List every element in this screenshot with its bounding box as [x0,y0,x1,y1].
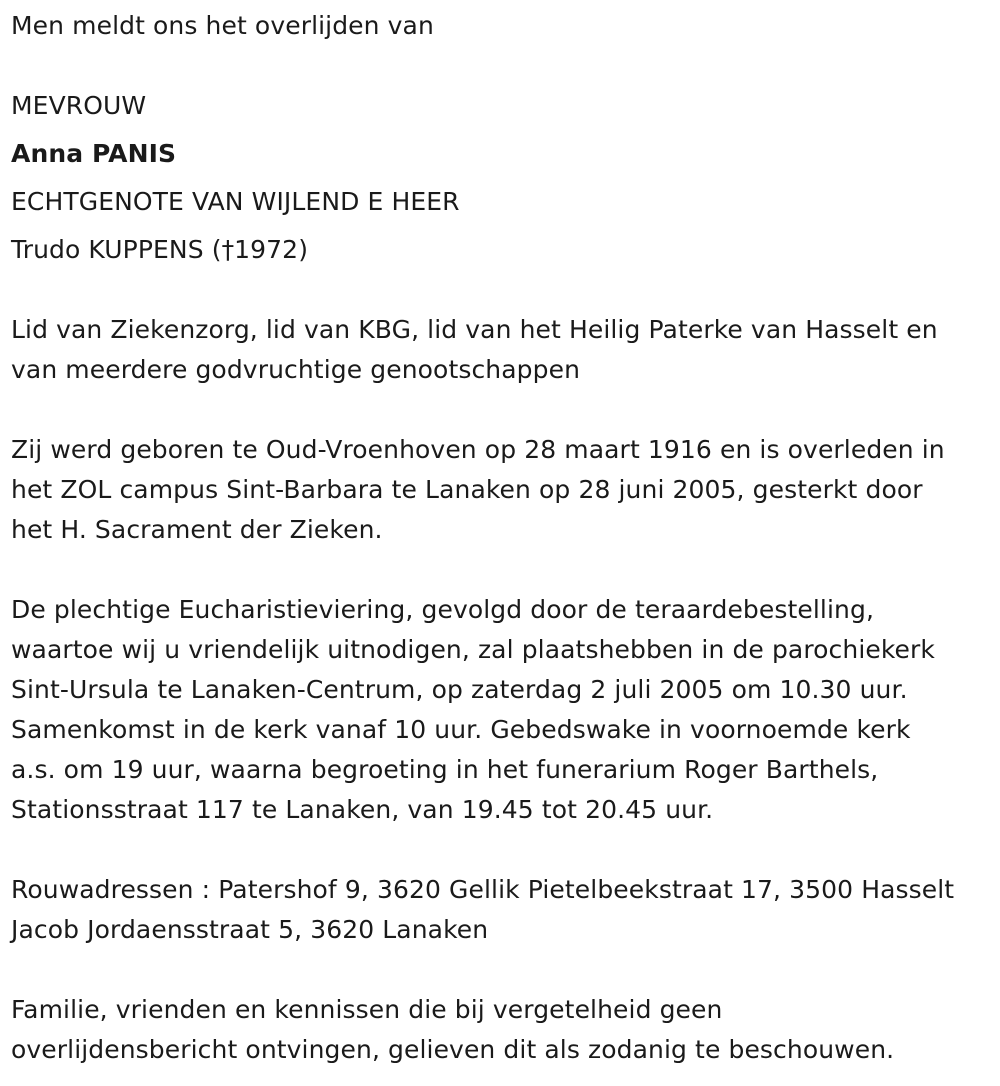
biography-line: het H. Sacrament der Zieken. [11,515,383,544]
biography-line: het ZOL campus Sint-Barbara te Lanaken op 28 juni 2005, gesterkt door [11,475,923,504]
memberships-line: van meerdere godvruchtige genootschappen [11,355,581,384]
ceremony-line: Sint-Ursula te Lanaken-Centrum, op zaterdag 2 juli 2005 om 10.30 uur. [11,675,908,704]
closing-line: overlijdensbericht ontvingen, gelieven dit als zodanig te beschouwen. [11,1035,895,1064]
addresses-line: Jacob Jordaensstraat 5, 3620 Lanaken [11,915,489,944]
closing-line: Familie, vrienden en kennissen die bij vergetelheid geen [11,995,723,1024]
intro-text: Men meldt ons het overlijden van [11,11,434,40]
deceased-name: Anna PANIS [11,139,177,168]
honorific: MEVROUW [11,91,147,120]
ceremony-line: De plechtige Eucharistieviering, gevolgd door de teraardebestelling, [11,595,874,624]
biography-line: Zij werd geboren te Oud-Vroenhoven op 28 maart 1916 en is overleden in [11,435,945,464]
memberships-line: Lid van Ziekenzorg, lid van KBG, lid van het Heilig Paterke van Hasselt en [11,315,938,344]
addresses-line: Rouwadressen : Patershof 9, 3620 Gellik Pietelbeekstraat 17, 3500 Hasselt [11,875,955,904]
ceremony-line: Stationsstraat 117 te Lanaken, van 19.45 tot 20.45 uur. [11,795,714,824]
ceremony-line: Samenkomst in de kerk vanaf 10 uur. Gebedswake in voornoemde kerk [11,715,911,744]
ceremony-line: waartoe wij u vriendelijk uitnodigen, zal plaatshebben in de parochiekerk [11,635,935,664]
spouse-line: ECHTGENOTE VAN WIJLEND E HEER [11,187,460,216]
ceremony-line: a.s. om 19 uur, waarna begroeting in het funerarium Roger Barthels, [11,755,879,784]
spouse-name: Trudo KUPPENS (†1972) [11,235,309,264]
